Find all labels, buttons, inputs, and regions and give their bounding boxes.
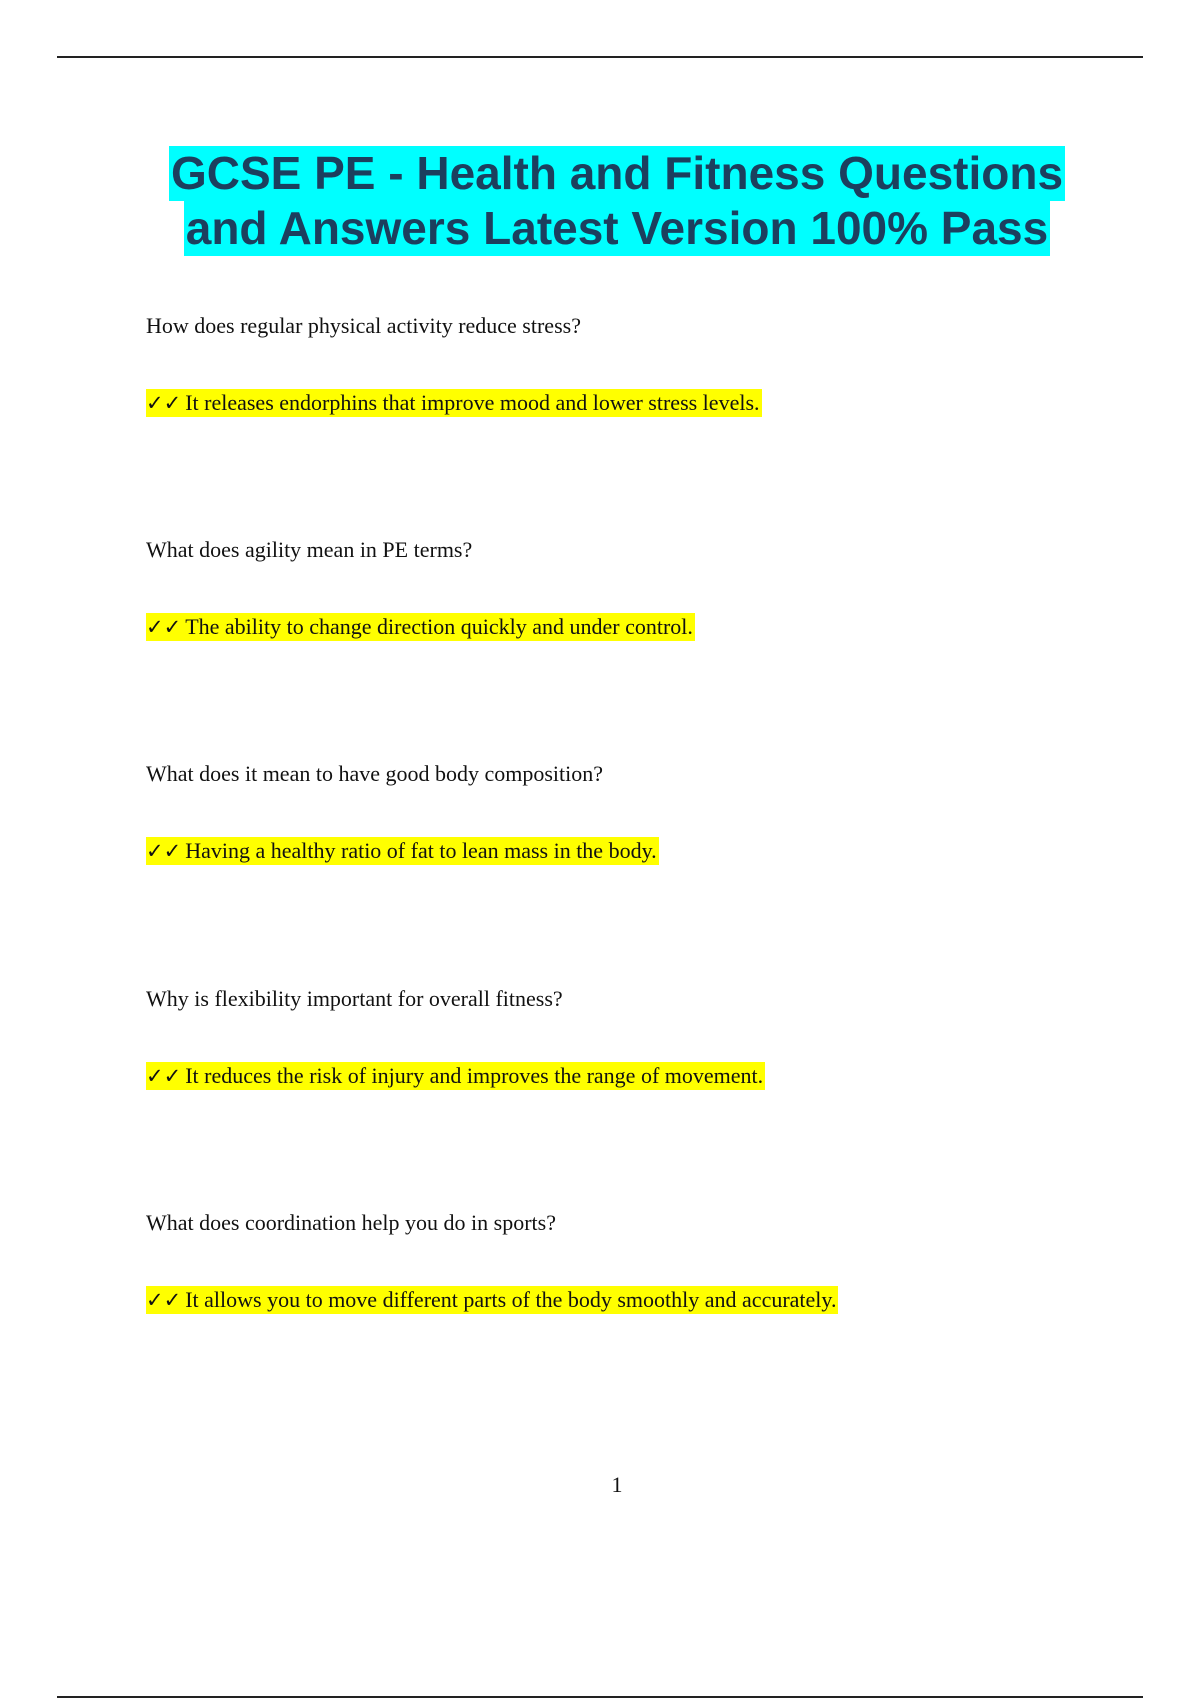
qa-item xyxy=(146,761,657,863)
double-check-icon: ✓✓ xyxy=(146,1064,182,1088)
top-rule xyxy=(57,56,1143,58)
answer-label: It releases endorphins that improve mood and lower stress levels. xyxy=(185,390,760,415)
qa-item xyxy=(146,1210,837,1312)
question-text: Why is flexibility important for overall fitness? xyxy=(146,986,563,1011)
qa-item xyxy=(146,986,764,1088)
double-check-icon: ✓✓ xyxy=(146,839,182,863)
title-line-1: GCSE PE - Health and Fitness Questions xyxy=(170,147,1064,199)
answer-label: The ability to change direction quickly and under control. xyxy=(185,614,693,639)
page-number: 1 xyxy=(611,1472,623,1497)
question-text: What does agility mean in PE terms? xyxy=(146,537,473,562)
double-check-icon: ✓✓ xyxy=(146,391,182,415)
answer-label: It allows you to move different parts of the body smoothly and accurately. xyxy=(185,1287,837,1312)
answer-label: Having a healthy ratio of fat to lean mass in the body. xyxy=(185,838,657,863)
double-check-icon: ✓✓ xyxy=(146,1288,182,1312)
qa-item xyxy=(146,537,693,639)
document-title xyxy=(0,146,1200,256)
question-text: What does it mean to have good body composition? xyxy=(146,761,604,786)
answer-text xyxy=(146,389,762,417)
answer-text xyxy=(146,613,695,641)
question-text: What does coordination help you do in sports? xyxy=(146,1210,556,1235)
answer-label: It reduces the risk of injury and improves the range of movement. xyxy=(185,1063,764,1088)
double-check-icon: ✓✓ xyxy=(146,615,182,639)
answer-text xyxy=(146,1062,765,1090)
question-text: How does regular physical activity reduce stress? xyxy=(146,313,581,338)
title-line-2: and Answers Latest Version 100% Pass xyxy=(185,202,1049,254)
qa-item xyxy=(146,313,760,415)
answer-text xyxy=(146,837,659,865)
answer-text xyxy=(146,1286,838,1314)
bottom-rule xyxy=(57,1696,1143,1698)
